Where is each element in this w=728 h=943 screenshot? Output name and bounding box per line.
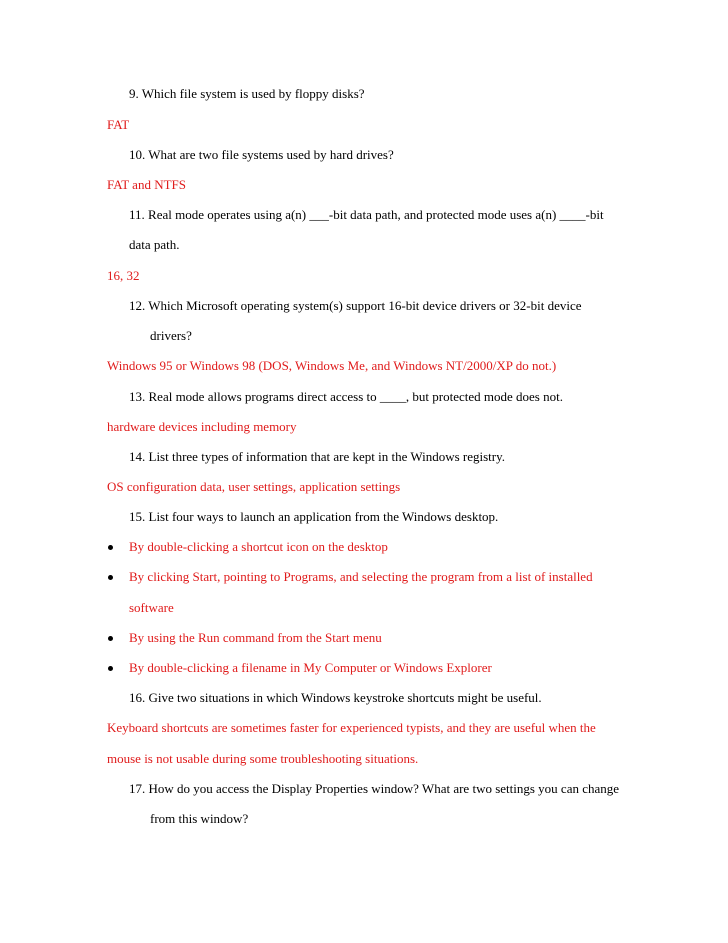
- answer-12: Windows 95 or Windows 98 (DOS, Windows Me, and Windows NT/2000/XP do not.): [107, 358, 557, 373]
- question-9: 9. Which file system is used by floppy disks?: [129, 86, 365, 101]
- question-15: 15. List four ways to launch an application from the Windows desktop.: [129, 509, 499, 524]
- question-14: 14. List three types of information that are kept in the Windows registry.: [129, 449, 506, 464]
- bullet-icon: [108, 636, 113, 641]
- question-12-cont: drivers?: [150, 328, 192, 343]
- bullet-icon: [108, 666, 113, 671]
- question-17: 17. How do you access the Display Properties window? What are two settings you can change: [129, 781, 620, 796]
- answer-13: hardware devices including memory: [107, 419, 297, 434]
- answer-16-cont: mouse is not usable during some troubleshooting situations.: [107, 751, 419, 766]
- question-11: 11. Real mode operates using a(n) ___-bit data path, and protected mode uses a(n) ____-bit: [129, 207, 604, 222]
- answer-10: FAT and NTFS: [107, 177, 186, 192]
- answer-15-item-2-cont: software: [129, 600, 174, 615]
- bullet-icon: [108, 575, 113, 580]
- bullet-icon: [108, 545, 113, 550]
- answer-9: FAT: [107, 117, 130, 132]
- question-13: 13. Real mode allows programs direct access to ____, but protected mode does not.: [129, 389, 563, 404]
- answer-11: 16, 32: [107, 268, 140, 283]
- question-10: 10. What are two file systems used by hard drives?: [129, 147, 394, 162]
- question-12: 12. Which Microsoft operating system(s) support 16-bit device drivers or 32-bit device: [129, 298, 582, 313]
- question-16: 16. Give two situations in which Windows keystroke shortcuts might be useful.: [129, 690, 542, 705]
- answer-14: OS configuration data, user settings, application settings: [107, 479, 401, 494]
- answer-15-item-3: By using the Run command from the Start menu: [129, 630, 382, 645]
- answer-16: Keyboard shortcuts are sometimes faster for experienced typists, and they are useful when the: [107, 720, 596, 735]
- answer-15-item-1: By double-clicking a shortcut icon on the desktop: [129, 539, 388, 554]
- question-17-cont: from this window?: [150, 811, 249, 826]
- answer-15-item-2: By clicking Start, pointing to Programs, and selecting the program from a list of installed: [129, 569, 593, 584]
- answer-15-item-4: By double-clicking a filename in My Computer or Windows Explorer: [129, 660, 492, 675]
- question-11-cont: data path.: [129, 237, 180, 252]
